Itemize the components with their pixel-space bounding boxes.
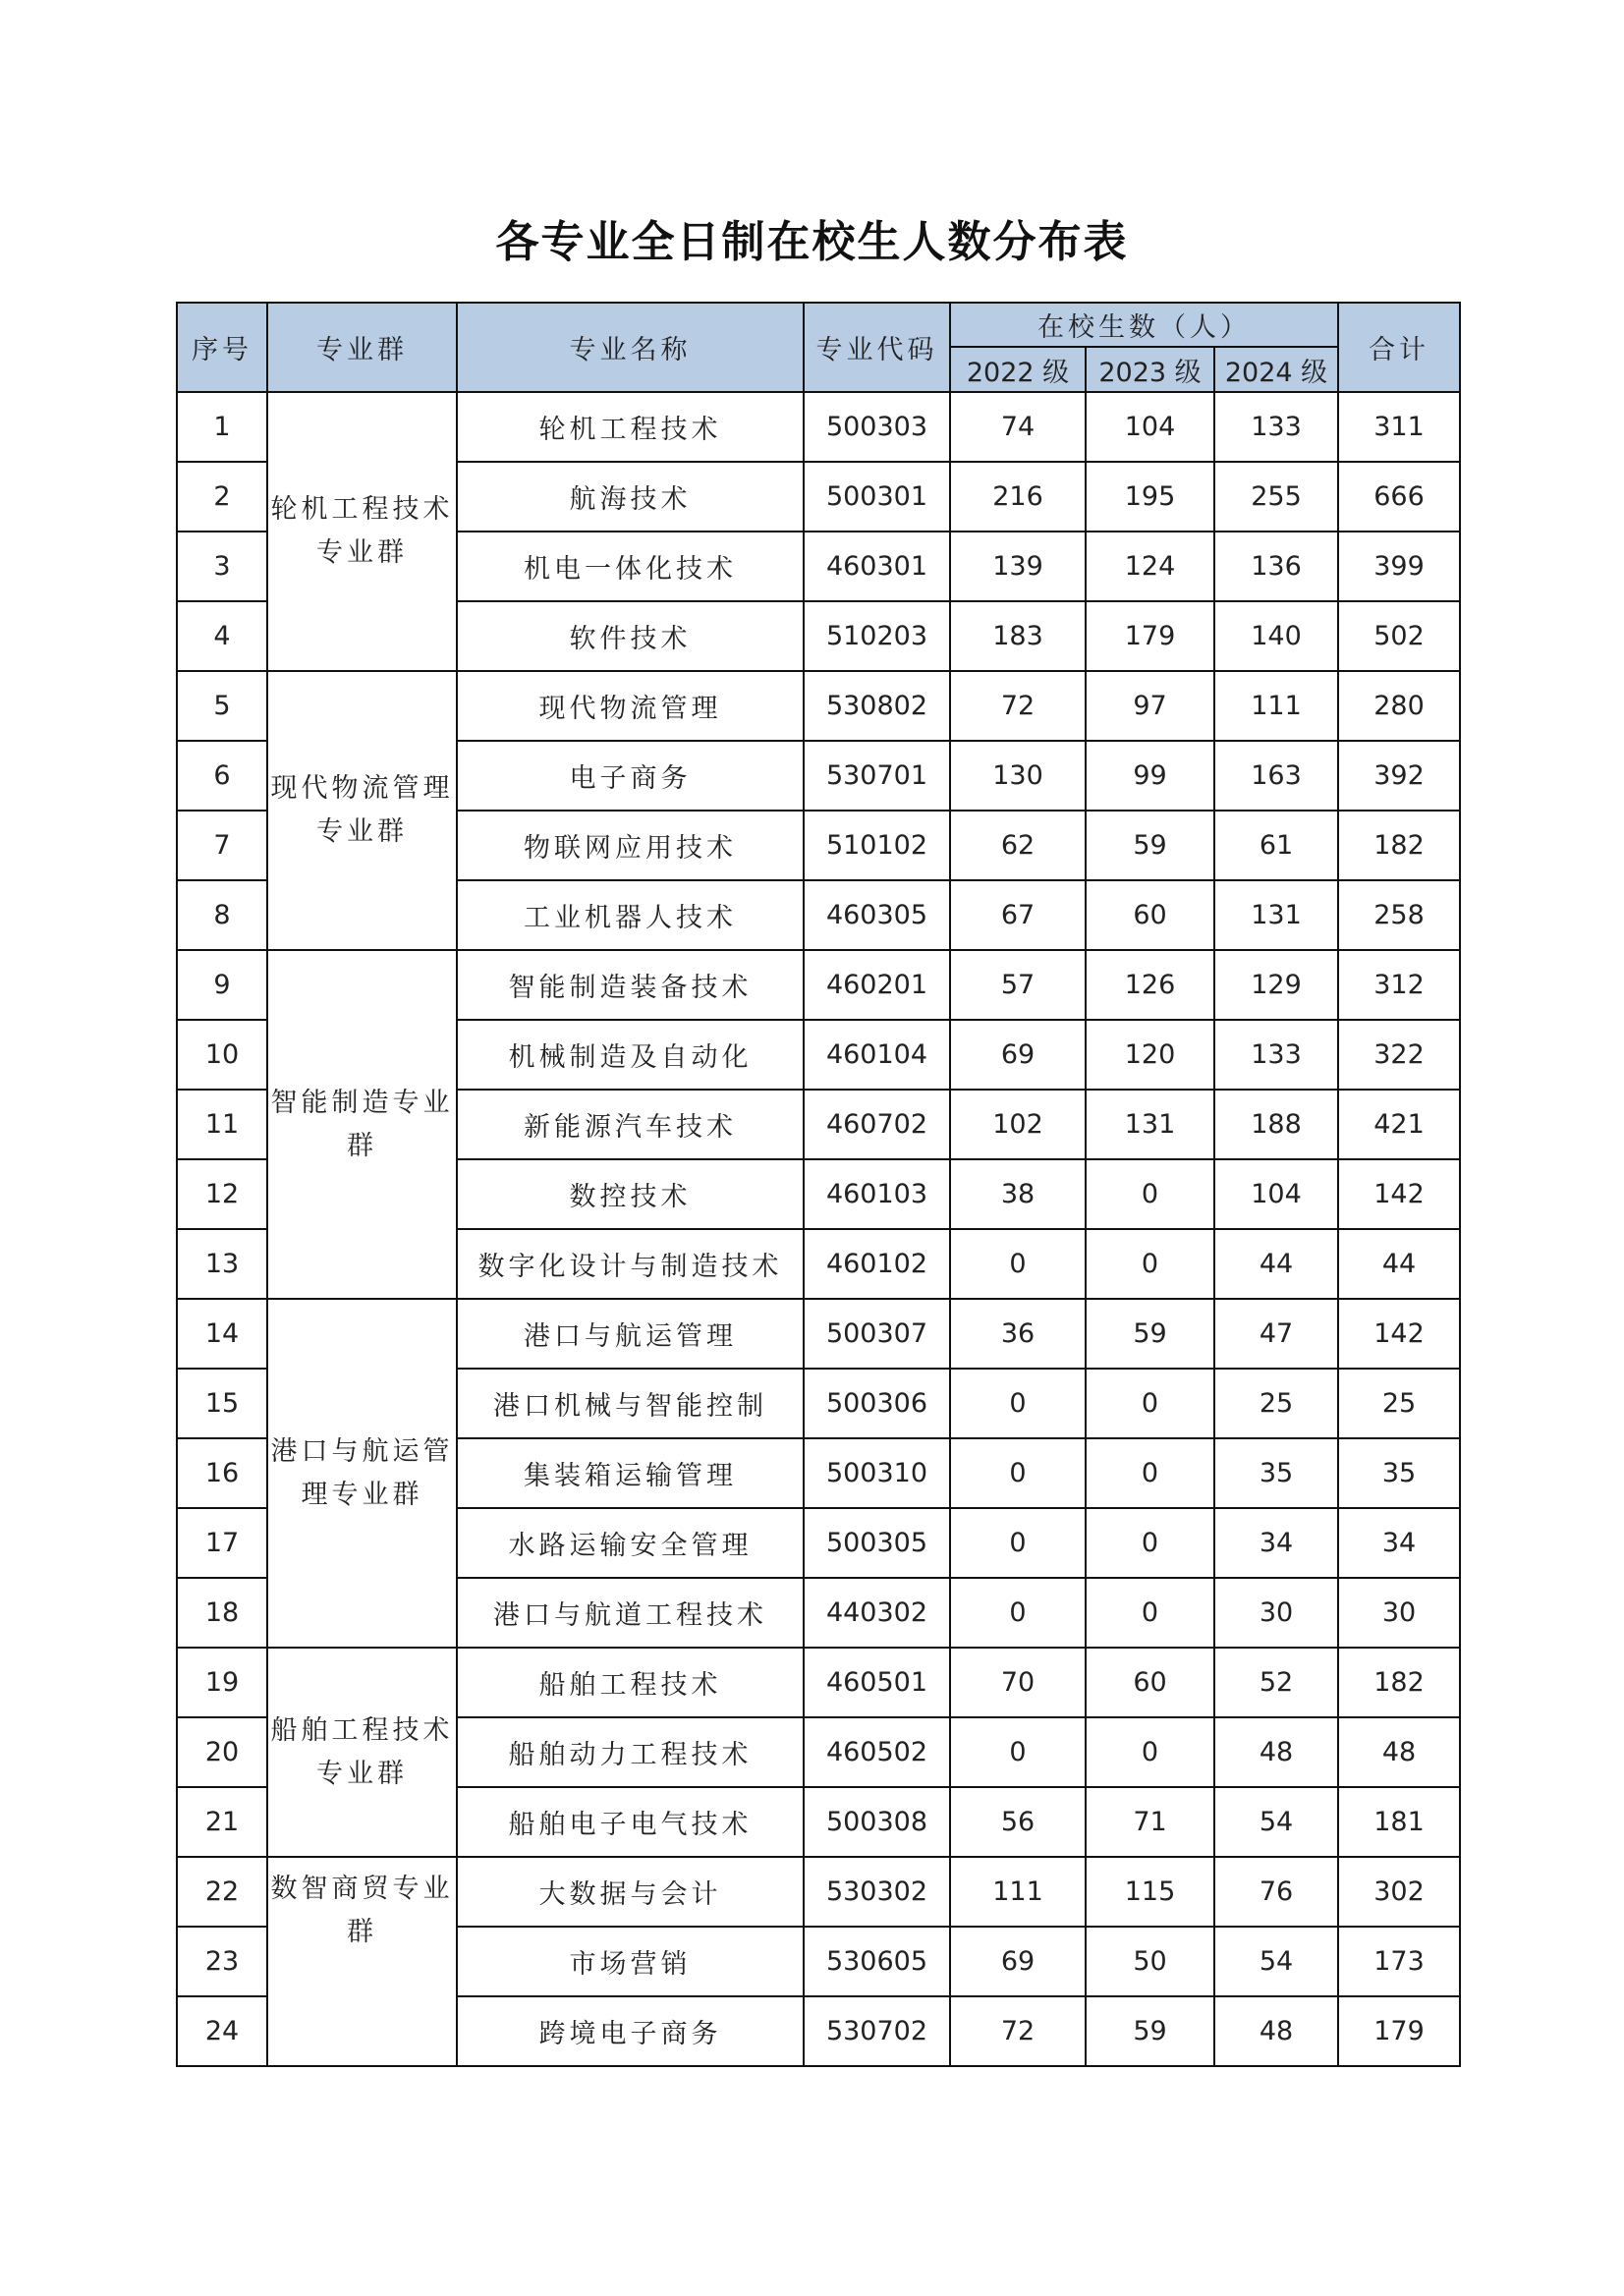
table-row [177,392,1460,462]
count-2022-cell: 70 [950,1648,1086,1717]
major-code-cell: 440302 [804,1578,950,1648]
count-2022-cell: 0 [950,1508,1086,1578]
major-code-cell: 460102 [804,1229,950,1299]
major-code-cell: 460501 [804,1648,950,1717]
major-code-cell: 460305 [804,880,950,950]
count-2024-cell: 35 [1214,1438,1338,1508]
count-2024-cell: 30 [1214,1578,1338,1648]
header-total: 合计 [1338,303,1460,392]
total-cell: 392 [1338,741,1460,811]
count-2023-cell: 115 [1086,1857,1214,1927]
seq-cell: 11 [177,1090,267,1159]
seq-cell: 13 [177,1229,267,1299]
header-year-2023: 2023 级 [1086,347,1214,392]
count-2022-cell: 183 [950,601,1086,671]
enrollment-table [176,302,1461,2067]
count-2022-cell: 72 [950,1996,1086,2066]
major-code-cell: 510203 [804,601,950,671]
total-cell: 502 [1338,601,1460,671]
count-2023-cell: 0 [1086,1717,1214,1787]
count-2024-cell: 104 [1214,1159,1338,1229]
count-2022-cell: 0 [950,1369,1086,1438]
major-code-cell: 500305 [804,1508,950,1578]
major-code-cell: 500307 [804,1299,950,1369]
count-2023-cell: 97 [1086,671,1214,741]
total-cell: 142 [1338,1299,1460,1369]
group-cell: 现代物流管理专业群 [267,671,457,950]
count-2024-cell: 129 [1214,950,1338,1020]
total-cell: 25 [1338,1369,1460,1438]
count-2023-cell: 59 [1086,1996,1214,2066]
major-code-cell: 460702 [804,1090,950,1159]
seq-cell: 10 [177,1020,267,1090]
count-2023-cell: 0 [1086,1578,1214,1648]
count-2022-cell: 111 [950,1857,1086,1927]
count-2024-cell: 188 [1214,1090,1338,1159]
total-cell: 173 [1338,1927,1460,1996]
major-name-cell: 软件技术 [457,601,804,671]
count-2023-cell: 71 [1086,1787,1214,1857]
seq-cell: 18 [177,1578,267,1648]
major-name-cell: 数控技术 [457,1159,804,1229]
count-2024-cell: 140 [1214,601,1338,671]
major-name-cell: 大数据与会计 [457,1857,804,1927]
total-cell: 179 [1338,1996,1460,2066]
major-name-cell: 电子商务 [457,741,804,811]
major-code-cell: 530702 [804,1996,950,2066]
total-cell: 322 [1338,1020,1460,1090]
seq-cell: 6 [177,741,267,811]
count-2024-cell: 131 [1214,880,1338,950]
count-2022-cell: 74 [950,392,1086,462]
major-name-cell: 港口与航道工程技术 [457,1578,804,1648]
seq-cell: 9 [177,950,267,1020]
major-name-cell: 轮机工程技术 [457,392,804,462]
count-2023-cell: 126 [1086,950,1214,1020]
count-2023-cell: 50 [1086,1927,1214,1996]
total-cell: 666 [1338,462,1460,532]
total-cell: 280 [1338,671,1460,741]
major-name-cell: 机械制造及自动化 [457,1020,804,1090]
major-name-cell: 船舶动力工程技术 [457,1717,804,1787]
header-name: 专业名称 [457,303,804,392]
group-cell: 轮机工程技术专业群 [267,392,457,671]
major-code-cell: 510102 [804,811,950,880]
major-name-cell: 船舶工程技术 [457,1648,804,1717]
major-name-cell: 机电一体化技术 [457,532,804,601]
count-2022-cell: 0 [950,1229,1086,1299]
seq-cell: 8 [177,880,267,950]
major-name-cell: 集装箱运输管理 [457,1438,804,1508]
count-2023-cell: 120 [1086,1020,1214,1090]
seq-cell: 4 [177,601,267,671]
major-code-cell: 460301 [804,532,950,601]
count-2023-cell: 0 [1086,1438,1214,1508]
count-2024-cell: 25 [1214,1369,1338,1438]
major-code-cell: 500308 [804,1787,950,1857]
table-row [177,950,1460,1020]
total-cell: 258 [1338,880,1460,950]
seq-cell: 12 [177,1159,267,1229]
count-2023-cell: 99 [1086,741,1214,811]
table-row [177,1857,1460,1927]
major-name-cell: 航海技术 [457,462,804,532]
major-name-cell: 港口与航运管理 [457,1299,804,1369]
count-2023-cell: 59 [1086,1299,1214,1369]
count-2024-cell: 48 [1214,1996,1338,2066]
count-2024-cell: 111 [1214,671,1338,741]
major-code-cell: 500301 [804,462,950,532]
major-name-cell: 数字化设计与制造技术 [457,1229,804,1299]
table-row [177,671,1460,741]
count-2022-cell: 130 [950,741,1086,811]
count-2023-cell: 124 [1086,532,1214,601]
major-name-cell: 船舶电子电气技术 [457,1787,804,1857]
total-cell: 44 [1338,1229,1460,1299]
count-2023-cell: 0 [1086,1369,1214,1438]
count-2023-cell: 179 [1086,601,1214,671]
seq-cell: 15 [177,1369,267,1438]
seq-cell: 24 [177,1996,267,2066]
total-cell: 48 [1338,1717,1460,1787]
header-code: 专业代码 [804,303,950,392]
seq-cell: 20 [177,1717,267,1787]
seq-cell: 16 [177,1438,267,1508]
count-2024-cell: 44 [1214,1229,1338,1299]
major-code-cell: 460502 [804,1717,950,1787]
count-2023-cell: 59 [1086,811,1214,880]
major-name-cell: 水路运输安全管理 [457,1508,804,1578]
count-2022-cell: 69 [950,1927,1086,1996]
total-cell: 181 [1338,1787,1460,1857]
header-enrolled: 在校生数（人） [950,303,1338,347]
group-cell: 船舶工程技术专业群 [267,1648,457,1857]
major-name-cell: 现代物流管理 [457,671,804,741]
total-cell: 311 [1338,392,1460,462]
count-2023-cell: 0 [1086,1159,1214,1229]
total-cell: 182 [1338,811,1460,880]
total-cell: 421 [1338,1090,1460,1159]
major-code-cell: 500310 [804,1438,950,1508]
table-row [177,1299,1460,1369]
count-2022-cell: 67 [950,880,1086,950]
count-2024-cell: 133 [1214,1020,1338,1090]
seq-cell: 7 [177,811,267,880]
count-2024-cell: 76 [1214,1857,1338,1927]
group-cell: 智能制造专业群 [267,950,457,1299]
count-2023-cell: 0 [1086,1229,1214,1299]
seq-cell: 19 [177,1648,267,1717]
count-2024-cell: 163 [1214,741,1338,811]
count-2023-cell: 131 [1086,1090,1214,1159]
count-2024-cell: 133 [1214,392,1338,462]
seq-cell: 17 [177,1508,267,1578]
major-code-cell: 500306 [804,1369,950,1438]
major-code-cell: 530605 [804,1927,950,1996]
table-row [177,1648,1460,1717]
seq-cell: 23 [177,1927,267,1996]
seq-cell: 14 [177,1299,267,1369]
count-2022-cell: 0 [950,1438,1086,1508]
count-2023-cell: 0 [1086,1508,1214,1578]
count-2022-cell: 69 [950,1020,1086,1090]
major-code-cell: 530302 [804,1857,950,1927]
count-2023-cell: 104 [1086,392,1214,462]
count-2024-cell: 255 [1214,462,1338,532]
count-2022-cell: 36 [950,1299,1086,1369]
total-cell: 312 [1338,950,1460,1020]
total-cell: 34 [1338,1508,1460,1578]
total-cell: 30 [1338,1578,1460,1648]
count-2022-cell: 139 [950,532,1086,601]
count-2023-cell: 60 [1086,1648,1214,1717]
total-cell: 142 [1338,1159,1460,1229]
group-cell: 港口与航运管理专业群 [267,1299,457,1648]
major-code-cell: 460103 [804,1159,950,1229]
seq-cell: 21 [177,1787,267,1857]
major-name-cell: 工业机器人技术 [457,880,804,950]
seq-cell: 3 [177,532,267,601]
count-2024-cell: 47 [1214,1299,1338,1369]
count-2024-cell: 34 [1214,1508,1338,1578]
count-2022-cell: 56 [950,1787,1086,1857]
seq-cell: 5 [177,671,267,741]
major-code-cell: 460104 [804,1020,950,1090]
count-2022-cell: 102 [950,1090,1086,1159]
count-2024-cell: 136 [1214,532,1338,601]
major-name-cell: 市场营销 [457,1927,804,1996]
major-code-cell: 530802 [804,671,950,741]
count-2024-cell: 52 [1214,1648,1338,1717]
group-cell: 数智商贸专业群 [267,1857,457,2066]
page-title: 各专业全日制在校生人数分布表 [495,217,1129,267]
major-name-cell: 港口机械与智能控制 [457,1369,804,1438]
major-name-cell: 新能源汽车技术 [457,1090,804,1159]
count-2022-cell: 0 [950,1578,1086,1648]
major-name-cell: 智能制造装备技术 [457,950,804,1020]
major-code-cell: 460201 [804,950,950,1020]
count-2024-cell: 48 [1214,1717,1338,1787]
major-code-cell: 500303 [804,392,950,462]
count-2023-cell: 60 [1086,880,1214,950]
major-name-cell: 跨境电子商务 [457,1996,804,2066]
seq-cell: 22 [177,1857,267,1927]
count-2022-cell: 72 [950,671,1086,741]
seq-cell: 1 [177,392,267,462]
total-cell: 35 [1338,1438,1460,1508]
count-2022-cell: 216 [950,462,1086,532]
total-cell: 399 [1338,532,1460,601]
header-seq: 序号 [177,303,267,392]
count-2022-cell: 57 [950,950,1086,1020]
count-2024-cell: 54 [1214,1927,1338,1996]
count-2024-cell: 61 [1214,811,1338,880]
count-2024-cell: 54 [1214,1787,1338,1857]
count-2022-cell: 0 [950,1717,1086,1787]
total-cell: 182 [1338,1648,1460,1717]
seq-cell: 2 [177,462,267,532]
header-year-2022: 2022 级 [950,347,1086,392]
major-name-cell: 物联网应用技术 [457,811,804,880]
count-2022-cell: 38 [950,1159,1086,1229]
count-2023-cell: 195 [1086,462,1214,532]
header-group: 专业群 [267,303,457,392]
major-code-cell: 530701 [804,741,950,811]
count-2022-cell: 62 [950,811,1086,880]
total-cell: 302 [1338,1857,1460,1927]
header-year-2024: 2024 级 [1214,347,1338,392]
